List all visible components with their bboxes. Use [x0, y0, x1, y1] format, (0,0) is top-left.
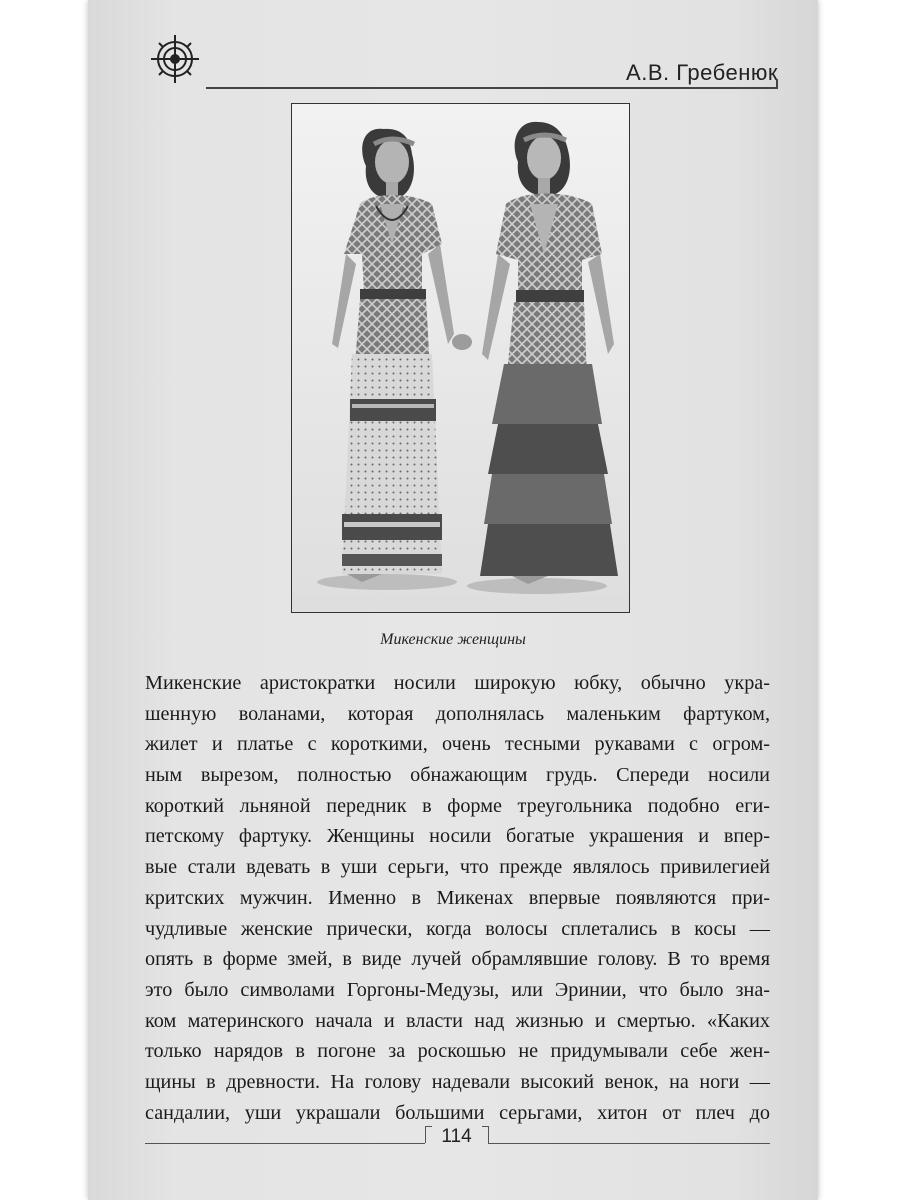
illustration-drawing [292, 104, 629, 612]
footer-rule-left [145, 1143, 425, 1144]
text-line: это было символами Горгоны-Медузы, или Эринии, что было зна- [145, 978, 770, 1001]
text-line: ным вырезом, полностью обнажающим грудь. Спереди носили [145, 764, 770, 787]
text-line: шенную воланами, которая дополнялась маленьким фартуком, [145, 702, 770, 725]
book-page [88, 0, 818, 1200]
text-line: жилет и платье с короткими, очень тесными рукавами с огром- [145, 733, 770, 756]
page-number: 114 [441, 1126, 472, 1147]
target-emblem-icon [150, 34, 200, 84]
page-number-bracket-right [482, 1126, 489, 1143]
text-line: опять в форме змей, в виде лучей обрамлявшие голову. В то время [145, 948, 770, 971]
text-line: только нарядов в погоне за роскошью не придумывали себе жен- [145, 1040, 770, 1063]
header-rule [206, 87, 778, 89]
text-line: критских мужчин. Именно в Микенах впервые появляются при- [145, 886, 770, 909]
text-line: ком материнского начала и власти над жизнью и смертью. «Каких [145, 1009, 770, 1032]
joined-hands [452, 334, 472, 350]
text-line: сандалии, уши украшали большими серьгами, хитон от плеч до [145, 1101, 770, 1124]
footer-rule-right [488, 1143, 770, 1144]
text-line: чудливые женские прически, когда волосы сплетались в косы — [145, 917, 770, 940]
header-rule-end [776, 79, 778, 89]
running-header-author: А.В. Гребенюк [626, 60, 778, 85]
text-line: петскому фартуку. Женщины носили богатые украшения и впер- [145, 825, 770, 848]
text-line: короткий льняной передник в форме треугольника подобно еги- [145, 794, 770, 817]
text-line: вые стали вдевать в уши серьги, что прежде являлось привилегией [145, 856, 770, 879]
text-line: щины в древности. На голову надевали высокий венок, на ноги — [145, 1070, 770, 1093]
body-text [145, 668, 770, 1128]
figure-caption: Микенские женщины [380, 631, 526, 648]
text-line: Микенские аристократки носили широкую юбку, обычно укра- [145, 672, 770, 694]
illustration-mycenaean-women [291, 103, 630, 613]
